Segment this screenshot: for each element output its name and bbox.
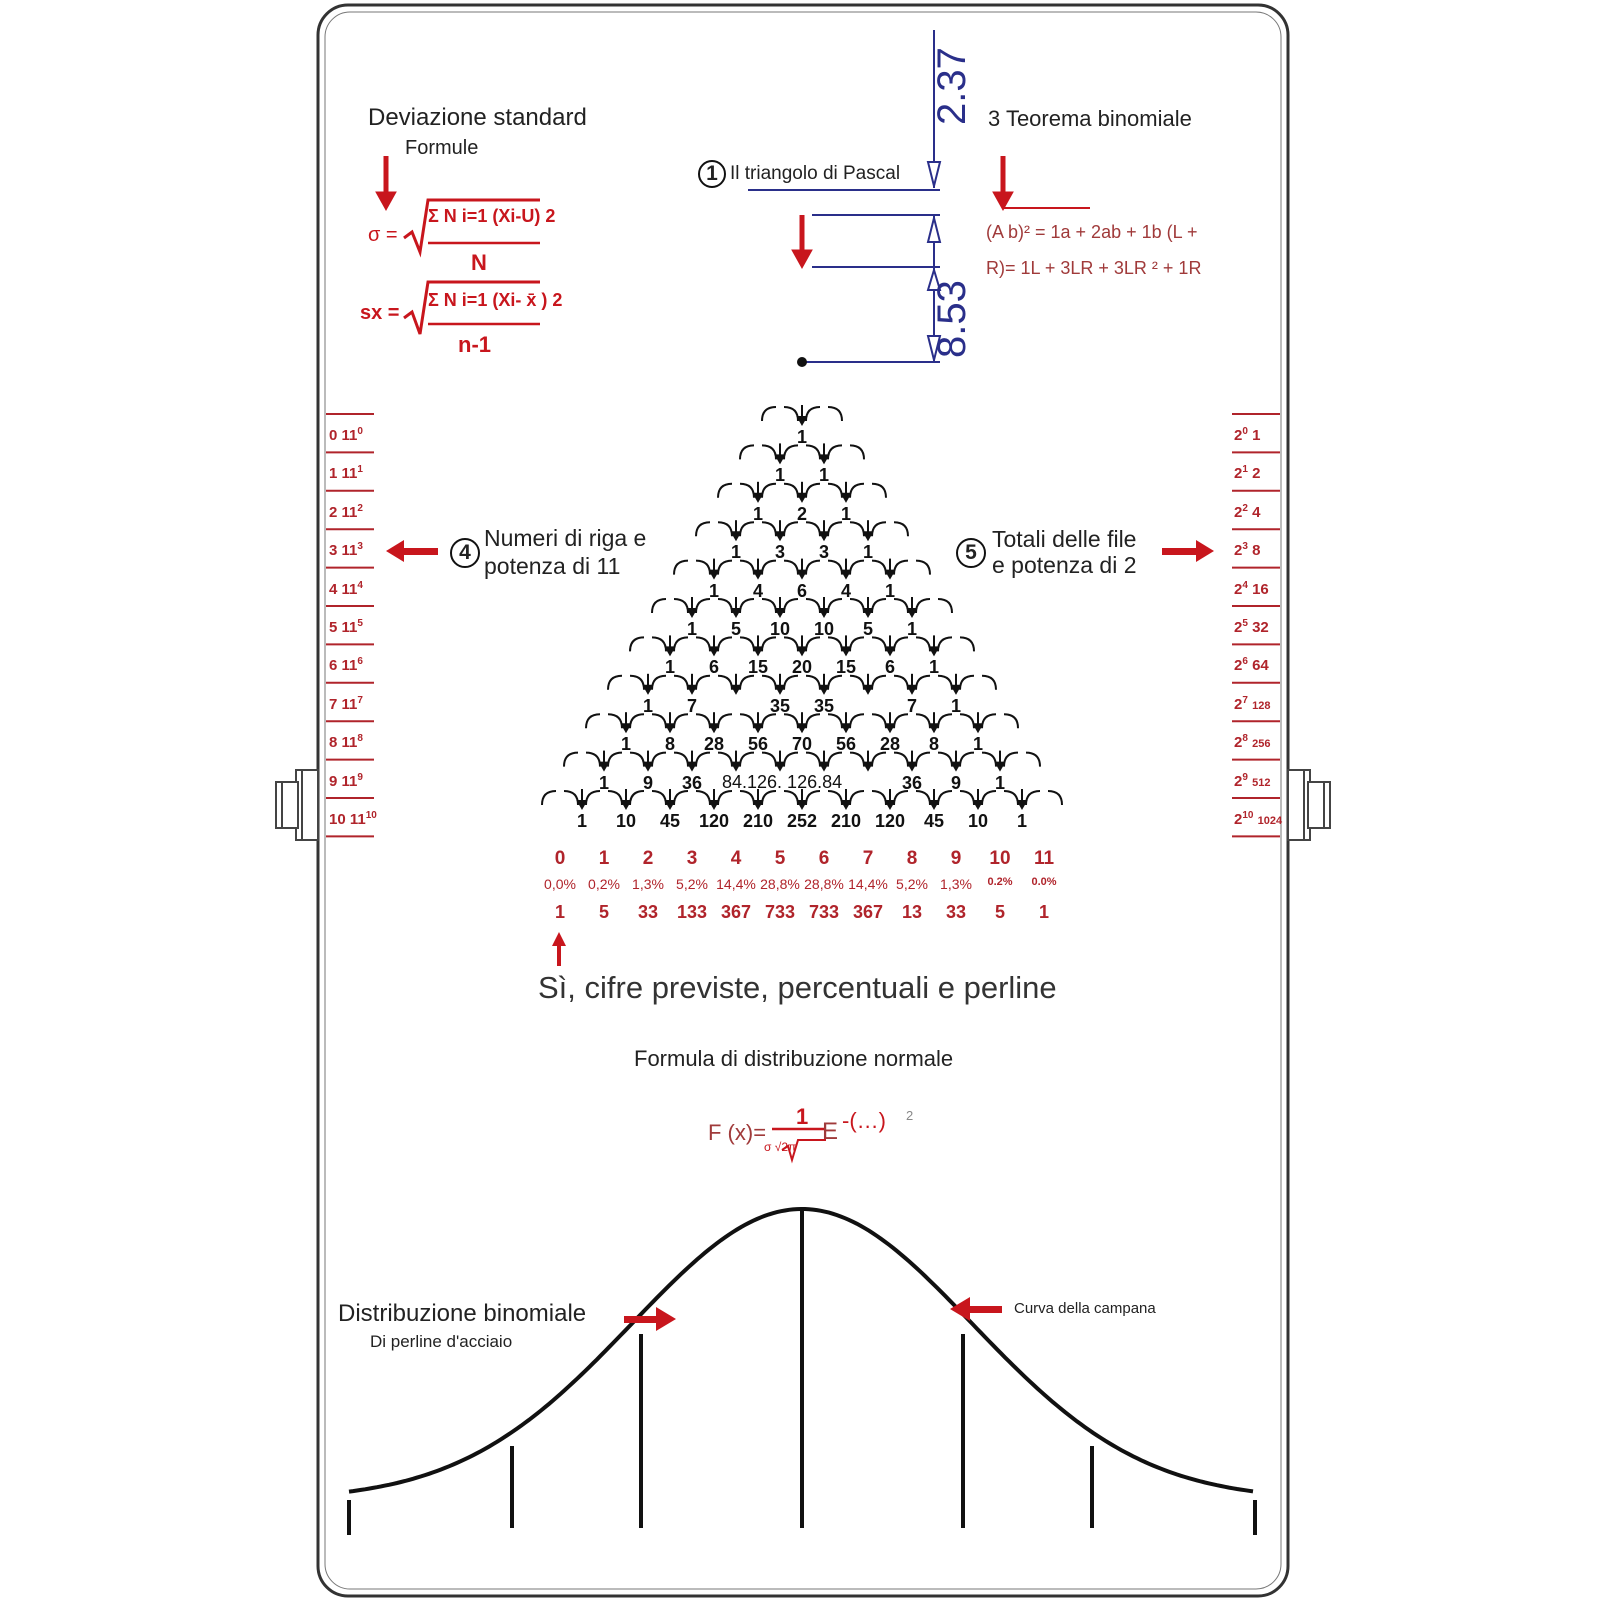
dimension-top: 2.37	[930, 47, 974, 125]
binomial-dist-title: Distribuzione binomiale	[338, 1300, 587, 1327]
power-base: 2	[1234, 811, 1243, 828]
normal-e: E	[822, 1118, 839, 1145]
bin-index: 1	[598, 848, 610, 869]
triangle-cell: 8	[664, 734, 675, 755]
triangle-cell: 45	[659, 811, 681, 831]
row-total: 2	[1252, 465, 1261, 483]
bin-index: 9	[950, 848, 962, 869]
bin-index: 8	[906, 848, 918, 869]
power-base: 2	[1234, 580, 1243, 598]
bin-count: 1	[1038, 902, 1049, 922]
power-base: 2	[1234, 772, 1243, 790]
triangle-cell: 10	[615, 811, 637, 831]
row-number: 2	[329, 503, 338, 521]
triangle-cell: 1	[840, 503, 851, 524]
power-exponent: 4	[1242, 579, 1248, 591]
triangle-cell: 56	[747, 734, 769, 755]
power-exponent: 0	[357, 426, 363, 437]
row-total: 256	[1252, 738, 1271, 751]
row-number-entry	[329, 695, 363, 713]
triangle-cell: 45	[923, 811, 945, 831]
power-exponent: 9	[1242, 771, 1248, 783]
bin-count: 33	[637, 902, 659, 922]
row-numbers-label	[450, 524, 646, 580]
row-total: 1	[1252, 427, 1261, 444]
triangle-cell: 28	[703, 734, 725, 755]
row-number-entry	[329, 656, 363, 674]
row-number: 4	[329, 580, 338, 598]
power-base: 11	[341, 542, 358, 560]
row-total-entry	[1234, 503, 1260, 521]
triangle-cell: 1	[906, 619, 917, 639]
power-base: 11	[349, 811, 366, 828]
bin-percent: 0.2%	[987, 876, 1013, 888]
binomial-title: 3 Teorema binomiale	[988, 106, 1192, 131]
power-exponent: 1	[1242, 464, 1248, 476]
triangle-cell: 6	[708, 657, 719, 678]
row-total-entry	[1234, 733, 1270, 751]
binomial-line-1: (A b)² = 1a + 2ab + 1b (L +	[986, 222, 1198, 242]
bin-count: 733	[764, 902, 796, 922]
bin-count: 367	[720, 902, 752, 922]
bin-count: 33	[945, 902, 967, 922]
bin-index: 7	[862, 848, 874, 869]
triangle-cell: 5	[730, 619, 741, 639]
triangle-cell: 10	[813, 619, 835, 639]
triangle-cell: 9	[950, 772, 961, 793]
triangle-cell: 210	[742, 811, 774, 831]
power-base: 11	[341, 657, 358, 675]
power-exponent: 8	[357, 733, 363, 745]
power-base: 11	[341, 465, 358, 483]
triangle-cell: 1	[642, 695, 653, 716]
bin-count: 367	[852, 902, 884, 922]
row-total-entry	[1234, 695, 1270, 713]
bin-count: 13	[901, 902, 923, 922]
row-number-entry	[329, 618, 363, 636]
triangle-cell: 4	[840, 580, 851, 601]
bin-count: 733	[808, 902, 840, 922]
power-base: 11	[341, 772, 358, 790]
triangle-cell: 210	[830, 811, 862, 831]
normal-title: Formula di distribuzione normale	[634, 1046, 954, 1071]
power-exponent: 5	[1242, 618, 1248, 629]
sigma-numerator: Σ N i=1 (Xi-U) 2	[428, 206, 556, 226]
row-number: 3	[329, 542, 338, 560]
triangle-cell: 6	[884, 657, 895, 678]
row-number-entry	[329, 503, 363, 521]
row-number: 1	[329, 465, 338, 483]
power-exponent: 7	[1242, 694, 1248, 706]
pascal-marker: 1	[698, 160, 726, 188]
normal-one: 1	[796, 1104, 809, 1129]
bin-index: 5	[774, 848, 786, 869]
triangle-cell: 1	[950, 695, 961, 716]
dimension-bottom: 8.53	[930, 280, 974, 358]
row-total: 1024	[1257, 815, 1283, 827]
power-exponent: 2	[357, 502, 363, 514]
triangle-cell: 36	[901, 772, 923, 793]
row-number: 0	[329, 427, 338, 444]
triangle-cell: 15	[835, 657, 857, 678]
triangle-cell: 2	[796, 503, 807, 524]
power-base: 2	[1234, 465, 1243, 483]
bin-percent: 5,2%	[676, 876, 708, 892]
std-dev-subtitle: Formule	[405, 137, 479, 159]
bin-percent: 28,8%	[804, 876, 844, 892]
row-total-entry	[1234, 580, 1269, 598]
triangle-cell: 4	[752, 580, 763, 601]
triangle-cell: 1	[884, 580, 895, 601]
triangle-cell: 9	[642, 772, 653, 793]
row-totals-line-2: e potenza di 2	[992, 552, 1137, 578]
power-exponent: 3	[1242, 541, 1248, 553]
triangle-cell: 10	[967, 811, 989, 831]
power-exponent: 4	[357, 579, 363, 591]
power-base: 2	[1234, 619, 1243, 636]
row-number-entry	[329, 810, 377, 828]
right-bracket	[1288, 770, 1330, 840]
power-base: 2	[1234, 503, 1243, 521]
sigma-denominator: N	[471, 250, 487, 275]
row-numbers-line-2: potenza di 11	[484, 553, 621, 579]
normal-pow: 2	[906, 1108, 914, 1123]
power-exponent: 5	[357, 618, 363, 629]
triangle-cell: 1	[994, 772, 1005, 793]
triangle-cell: 3	[818, 542, 829, 563]
row-total-entry	[1234, 426, 1260, 444]
row-number: 5	[329, 619, 338, 636]
triangle-cell: 35	[769, 695, 791, 716]
row-total-entry	[1234, 656, 1269, 674]
triangle-cell: 3	[774, 542, 785, 563]
row-total: 8	[1252, 542, 1261, 560]
binomial-line-2: R)= 1L + 3LR + 3LR ² + 1R	[986, 258, 1202, 278]
sx-numerator: Σ N i=1 (Xi- x̄ ) 2	[428, 290, 563, 310]
bin-count: 5	[994, 902, 1005, 922]
sigma-lhs: σ =	[368, 224, 398, 246]
row-number-entry	[329, 541, 363, 559]
triangle-cell: 7	[686, 695, 697, 716]
power-exponent: 0	[1242, 426, 1248, 437]
power-exponent: 8	[1242, 733, 1248, 745]
row-totals-line-1: Totali delle file	[992, 526, 1137, 552]
power-base: 2	[1234, 734, 1243, 752]
bin-percent: 1,3%	[940, 876, 972, 892]
triangle-cell: 1	[796, 427, 807, 447]
bin-percent: 14,4%	[716, 876, 756, 892]
power-exponent: 9	[357, 771, 363, 783]
bin-index: 2	[642, 848, 654, 869]
power-base: 11	[341, 619, 358, 636]
power-base: 2	[1234, 542, 1243, 560]
triangle-cell: 1	[862, 542, 873, 563]
power-exponent: 10	[365, 810, 377, 821]
row-total-entry	[1234, 464, 1260, 482]
triangle-cell: 5	[862, 619, 873, 639]
row-total-entry	[1234, 541, 1260, 559]
bin-index: 3	[686, 848, 698, 869]
bin-percent: 28,8%	[760, 876, 800, 892]
row-number-entry	[329, 464, 363, 482]
power-base: 11	[341, 734, 358, 752]
row-number-entry	[329, 426, 363, 444]
row-numbers-marker: 4	[450, 538, 480, 568]
bin-percent: 0.0%	[1031, 876, 1057, 888]
power-exponent: 7	[357, 694, 363, 706]
triangle-cell: 1	[928, 657, 939, 678]
sx-lhs: sx =	[360, 302, 400, 324]
triangle-cell: 15	[747, 657, 769, 678]
triangle-cell: 1	[598, 772, 609, 793]
normal-exp: -(…)	[842, 1108, 886, 1133]
row-number: 10	[329, 811, 346, 828]
triangle-row9-middle: 84.126. 126.84	[722, 772, 843, 792]
triangle-cell: 70	[791, 734, 813, 755]
triangle-cell: 10	[769, 619, 791, 639]
row-total: 4	[1252, 503, 1261, 521]
sx-denominator: n-1	[458, 332, 491, 357]
row-total-entry	[1234, 810, 1282, 828]
triangle-cell: 35	[813, 695, 835, 716]
normal-den: σ √2π	[764, 1140, 797, 1154]
triangle-cell: 6	[796, 580, 807, 601]
row-number-entry	[329, 733, 363, 751]
triangle-cell: 20	[791, 657, 813, 678]
left-bracket	[276, 770, 318, 840]
binomial-dist-subtitle: Di perline d'acciaio	[370, 1332, 513, 1351]
bin-index: 6	[818, 848, 830, 869]
power-exponent: 6	[1242, 656, 1248, 668]
bin-count: 5	[598, 902, 609, 922]
triangle-cell: 1	[774, 465, 785, 486]
triangle-cell: 1	[730, 542, 741, 563]
normal-lhs: F (x)=	[708, 1120, 767, 1145]
row-total-entry	[1234, 618, 1269, 636]
bin-index: 11	[1033, 848, 1055, 869]
power-base: 11	[341, 695, 358, 713]
row-number: 6	[329, 657, 338, 675]
row-total: 64	[1252, 657, 1269, 675]
triangle-cell: 8	[928, 734, 939, 755]
power-base: 11	[341, 427, 358, 444]
power-exponent: 3	[357, 541, 363, 553]
bin-index: 4	[730, 848, 742, 869]
triangle-cell: 120	[874, 811, 906, 831]
row-total: 512	[1252, 776, 1271, 789]
row-numbers-line-1: Numeri di riga e	[484, 525, 647, 551]
row-number-entry	[329, 772, 363, 790]
row-totals-label	[956, 526, 1137, 578]
row-number: 8	[329, 734, 338, 752]
power-base: 2	[1234, 657, 1243, 675]
row-total: 128	[1252, 699, 1271, 712]
triangle-cell: 252	[786, 811, 818, 831]
power-exponent: 6	[357, 656, 363, 668]
power-base: 2	[1234, 427, 1243, 444]
bin-count: 1	[554, 902, 565, 922]
row-total: 16	[1252, 580, 1269, 598]
triangle-cell: 1	[664, 657, 675, 678]
triangle-cell: 1	[686, 619, 697, 639]
bins-caption: Sì, cifre previste, percentuali e perline	[538, 970, 1057, 1005]
pascal-label	[698, 160, 900, 188]
bin-count: 133	[676, 902, 708, 922]
bin-index: 0	[554, 848, 566, 869]
triangle-cell: 1	[1016, 811, 1027, 831]
row-total-entry	[1234, 772, 1270, 790]
triangle-cell: 56	[835, 734, 857, 755]
triangle-cell: 1	[972, 734, 983, 755]
power-base: 2	[1234, 695, 1243, 713]
triangle-cell: 1	[576, 811, 587, 831]
row-totals-marker: 5	[956, 538, 986, 568]
triangle-cell: 1	[708, 580, 719, 601]
triangle-cell: 7	[906, 695, 917, 716]
bell-curve-label: Curva della campana	[1014, 1300, 1156, 1317]
bin-index: 10	[989, 848, 1011, 869]
pascal-title: Il triangolo di Pascal	[730, 163, 901, 185]
triangle-cell: 1	[620, 734, 631, 755]
bin-percent: 1,3%	[632, 876, 664, 892]
row-total: 32	[1252, 619, 1269, 636]
bin-percent: 14,4%	[848, 876, 888, 892]
power-exponent: 2	[1242, 502, 1248, 514]
row-number: 7	[329, 695, 338, 713]
power-exponent: 1	[357, 464, 363, 476]
triangle-cell: 1	[752, 503, 763, 524]
row-number-entry	[329, 580, 363, 598]
std-dev-title: Deviazione standard	[368, 104, 587, 131]
bin-percent: 0,0%	[544, 876, 576, 892]
bin-percent: 5,2%	[896, 876, 928, 892]
power-exponent: 10	[1242, 810, 1254, 821]
triangle-cell: 36	[681, 772, 703, 793]
triangle-cell: 120	[698, 811, 730, 831]
triangle-cell: 1	[818, 465, 829, 486]
power-base: 11	[341, 580, 358, 598]
row-number: 9	[329, 772, 338, 790]
triangle-cell: 28	[879, 734, 901, 755]
bin-percent: 0,2%	[588, 876, 620, 892]
power-base: 11	[341, 503, 358, 521]
